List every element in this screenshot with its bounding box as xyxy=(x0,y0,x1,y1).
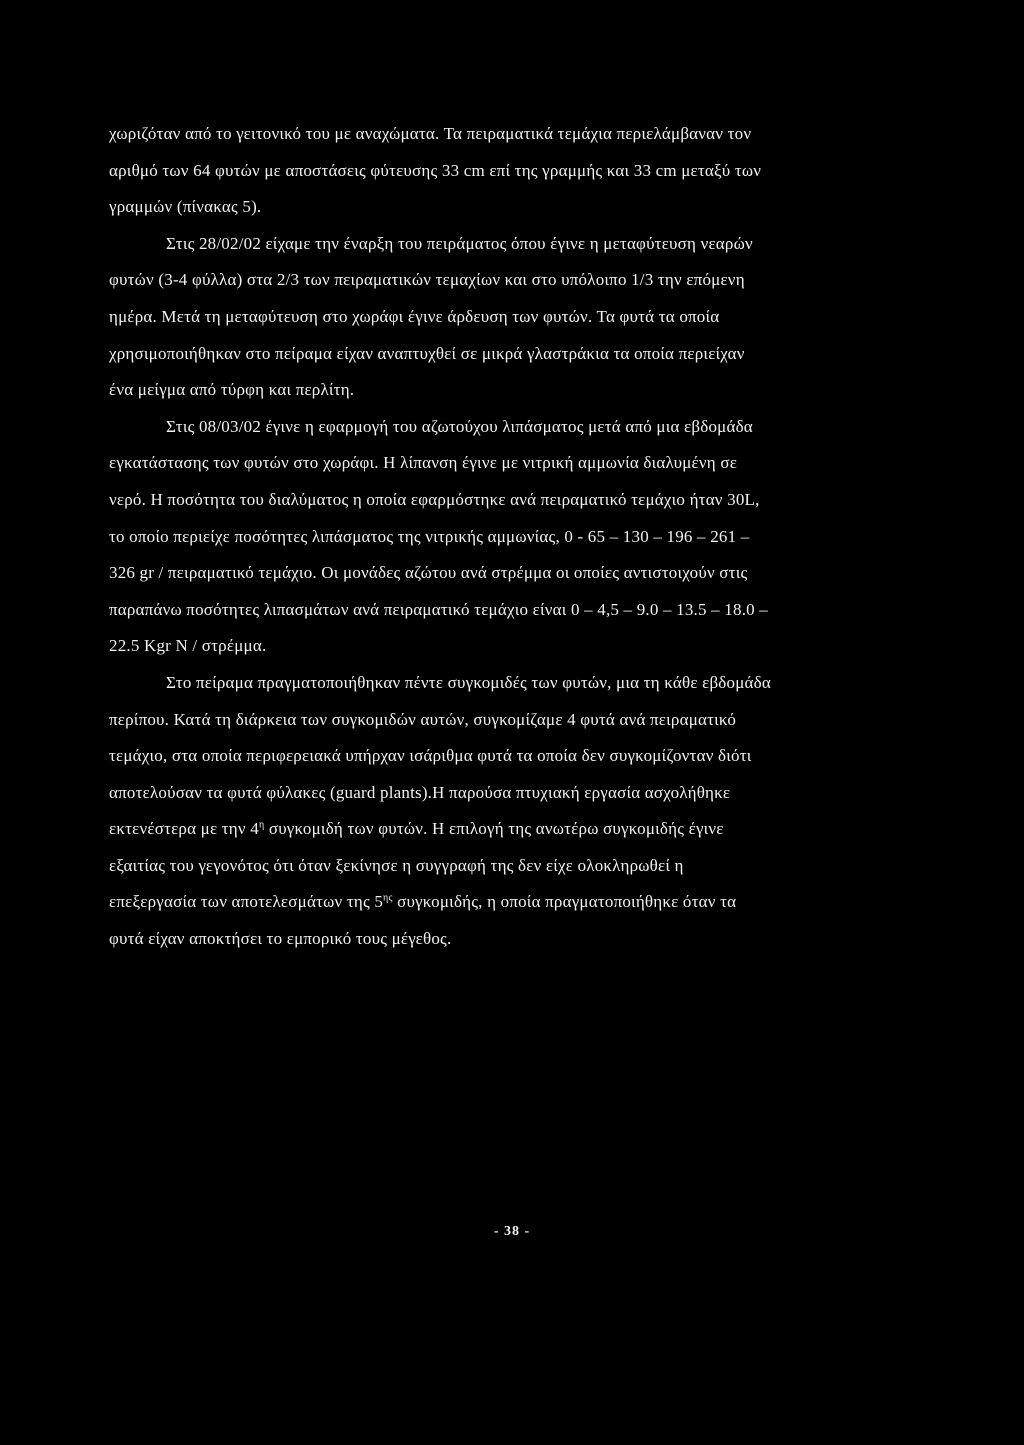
text-line xyxy=(109,262,907,299)
line-text: συγκομιδή των φυτών. Η επιλογή της ανωτέρω συγκομιδής έγινε xyxy=(268,819,724,839)
text-line xyxy=(109,409,907,446)
text-line xyxy=(109,702,907,739)
text-line xyxy=(109,189,907,226)
line-text: Στο πείραμα πραγματοποιήθηκαν πέντε συγκομιδές των φυτών, μια τη κάθε εβδομάδα xyxy=(166,672,771,692)
line-text: 22.5 Kgr N / στρέμμα. xyxy=(109,636,267,656)
text-line xyxy=(109,153,907,190)
line-text: φυτών (3-4 φύλλα) στα 2/3 των πειραματικών τεμαχίων και στο υπόλοιπο 1/3 την επόμενη xyxy=(109,270,745,290)
superscript: η xyxy=(258,819,265,831)
text-line xyxy=(109,519,907,556)
line-text: περίπου. Κατά τη διάρκεια των συγκομιδών αυτών, συγκομίζαμε 4 φυτά ανά πειραματικό xyxy=(109,709,737,729)
line-text: χωριζόταν από το γειτονικό του με αναχώματα. Τα πειραματικά τεμάχια περιελάμβαναν τον xyxy=(109,124,752,143)
line-text: Στις 28/02/02 είχαμε την έναρξη του πειράματος όπου έγινε η μεταφύτευση νεαρών xyxy=(166,233,753,253)
text-line xyxy=(109,299,907,336)
line-text: επεξεργασία των αποτελεσμάτων της 5 xyxy=(109,892,384,912)
line-text: Στις 08/03/02 έγινε η εφαρμογή του αζωτούχου λιπάσματος μετά από μια εβδομάδα xyxy=(166,416,753,436)
text-line xyxy=(109,555,907,592)
body-text xyxy=(109,116,907,958)
text-line xyxy=(109,116,907,153)
text-line xyxy=(109,445,907,482)
text-line xyxy=(109,811,907,848)
line-text: εγκατάστασης των φυτών στο χωράφι. Η λίπανση έγινε με νιτρική αμμωνία διαλυμένη σε xyxy=(109,453,738,473)
line-text: τεμάχιο, στα οποία περιφερειακά υπήρχαν ισάριθμα φυτά τα οποία δεν συγκομίζονταν διότι xyxy=(109,746,752,766)
text-line xyxy=(109,738,907,775)
text-line xyxy=(109,665,907,702)
text-line xyxy=(109,848,907,885)
line-text: ένα μείγμα από τύρφη και περλίτη. xyxy=(109,380,355,400)
line-text: παραπάνω ποσότητες λιπασμάτων ανά πειραματικό τεμάχιο είναι 0 – 4,5 – 9.0 – 13.5 – 18.0 – xyxy=(109,599,769,619)
text-line xyxy=(109,921,907,958)
text-line xyxy=(109,592,907,629)
line-text: 326 gr / πειραματικό τεμάχιο. Οι μονάδες αζώτου ανά στρέμμα οι οποίες αντιστοιχούν στις xyxy=(109,563,748,583)
line-text: συγκομιδής, η οποία πραγματοποιήθηκε όταν τα xyxy=(397,892,737,912)
line-text: αποτελούσαν τα φυτά φύλακες (guard plants).Η παρούσα πτυχιακή εργασία ασχολήθηκε xyxy=(109,782,731,802)
text-line xyxy=(109,482,907,519)
page-number: - 38 - xyxy=(493,1224,531,1239)
text-line xyxy=(109,226,907,263)
line-text: εξαιτίας του γεγονότος ότι όταν ξεκίνησε η συγγραφή της δεν είχε ολοκληρωθεί η xyxy=(109,855,684,875)
line-text: γραμμών (πίνακας 5). xyxy=(109,197,262,217)
line-text: φυτά είχαν αποκτήσει το εμπορικό τους μέγεθος. xyxy=(109,929,452,949)
text-line xyxy=(109,775,907,812)
line-text: το οποίο περιείχε ποσότητες λιπάσματος της νιτρικής αμμωνίας, 0 - 65 – 130 – 196 – 261 – xyxy=(109,526,750,546)
text-line xyxy=(109,336,907,373)
line-text: χρησιμοποιήθηκαν στο πείραμα είχαν αναπτυχθεί σε μικρά γλαστράκια τα οποία περιείχαν xyxy=(109,343,745,363)
line-text: νερό. Η ποσότητα του διαλύματος η οποία εφαρμόστηκε ανά πειραματικό τεμάχιο ήταν 30L, xyxy=(109,489,760,509)
text-line xyxy=(109,628,907,665)
line-text: ημέρα. Μετά τη μεταφύτευση στο χωράφι έγινε άρδευση των φυτών. Τα φυτά τα οποία xyxy=(109,306,720,326)
superscript: ης xyxy=(383,892,393,904)
line-text: αριθμό των 64 φυτών με αποστάσεις φύτευσης 33 cm επί της γραμμής και 33 cm μεταξύ των xyxy=(109,160,762,180)
text-line xyxy=(109,372,907,409)
line-text: εκτενέστερα με την 4 xyxy=(109,819,259,839)
text-line xyxy=(109,884,907,921)
